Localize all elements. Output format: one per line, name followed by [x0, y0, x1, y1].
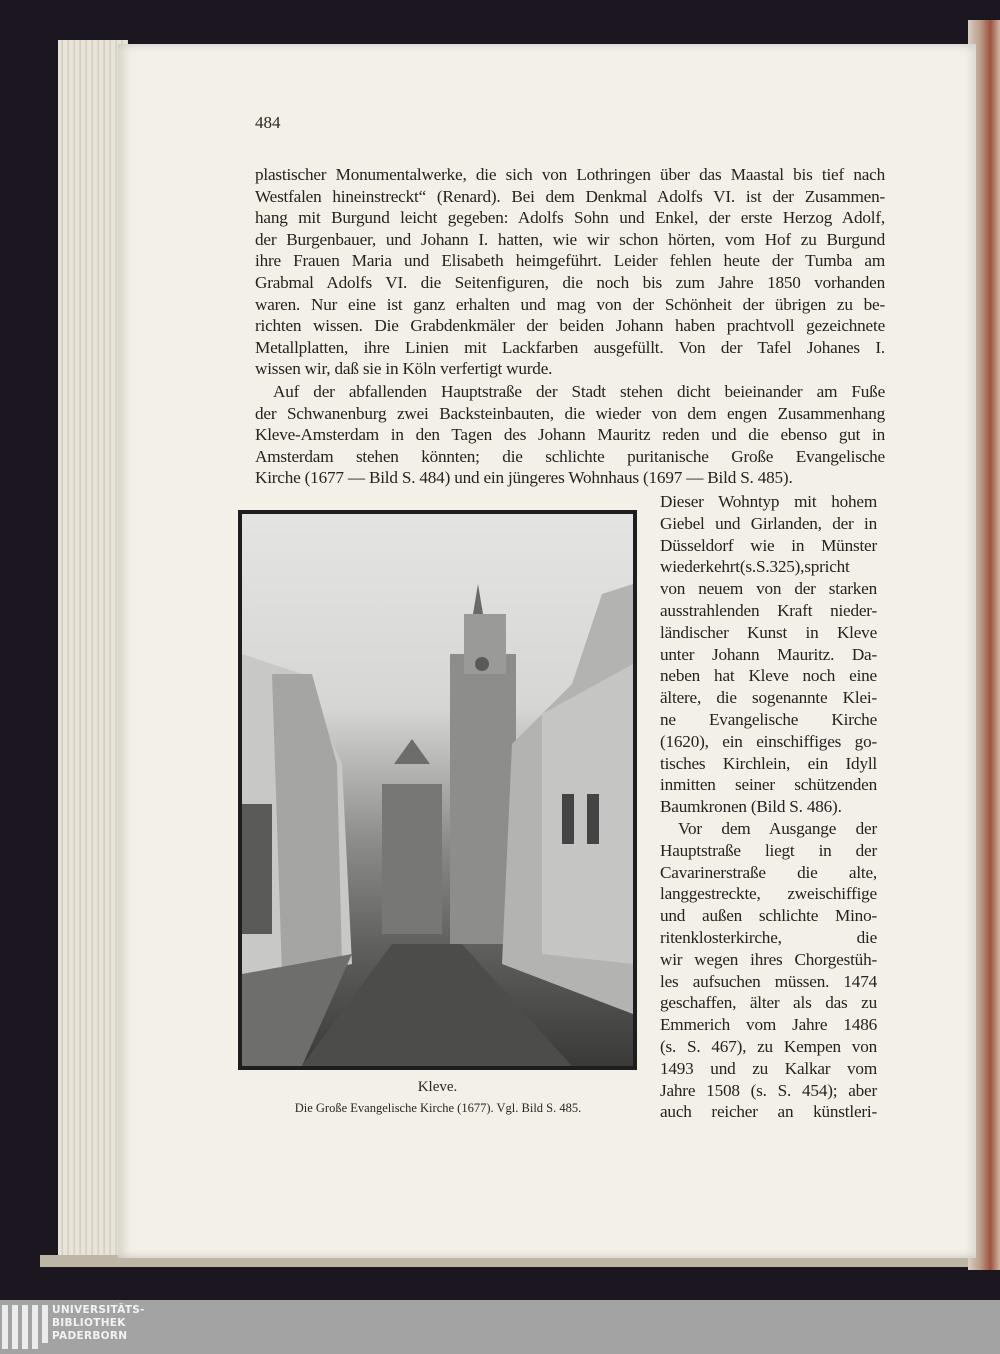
- text-line: unter Johann Mauritz. Da-: [660, 644, 877, 664]
- text-line: Cavarinerstraße die alte,: [660, 862, 877, 882]
- text-line: wissen wir, daß sie in Köln verfertigt wurde.: [255, 359, 553, 379]
- text-line: Vor dem Ausgange der: [678, 819, 877, 838]
- text-line: tisches Kirchlein, ein Idyll: [660, 753, 877, 773]
- text-line: der Burgenbauer, und Johann I. hatten, wie wir schon hörten, vom Hof zu Burgund: [255, 229, 885, 249]
- logo-line: PADERBORN: [52, 1330, 128, 1342]
- text-line: ländischer Kunst in Kleve: [660, 622, 877, 642]
- text-line: Grabmal Adolfs VI. die Seitenfiguren, die noch bis zum Jahre 1850 vorhanden: [255, 273, 885, 292]
- text-line: Hauptstraße liegt in der: [660, 840, 877, 860]
- text-line: ritenklosterkirche, die: [660, 928, 877, 947]
- text-line: hang mit Burgund leicht gegeben: Adolfs Sohn und Enkel, der erste Herzog Adolf,: [255, 208, 885, 228]
- figure-caption-text: Die Große Evangelische Kirche (1677). Vgl. Bild S. 485.: [294, 1101, 582, 1115]
- figure-photo-kleve-street: [238, 510, 637, 1070]
- library-footer: [0, 1300, 1000, 1354]
- text-line: richten wissen. Die Grabdenkmäler der beiden Johann haben prachtvoll gezeichnete: [255, 316, 885, 336]
- text-line: geschaffen, älter als das zu: [660, 993, 877, 1013]
- text-line: langgestreckte, zweischiffige: [660, 884, 877, 904]
- text-line: Amsterdam stehen könnten; die schlichte puritanische Große Evangelische: [255, 446, 885, 466]
- page-number: 484: [255, 113, 281, 132]
- figure-caption-title: Kleve.: [417, 1079, 458, 1095]
- text-line: waren. Nur eine ist ganz erhalten und mag von der Schönheit der übrigen zu be-: [255, 294, 885, 314]
- logo-line: BIBLIOTHEK: [52, 1317, 126, 1329]
- text-line: Westfalen hineinstreckt“ (Renard). Bei dem Denkmal Adolfs VI. ist der Zusammen-: [255, 186, 885, 206]
- text-line: Kirche (1677 — Bild S. 484) und ein jüngeres Wohnhaus (1697 — Bild S. 485).: [255, 468, 793, 488]
- text-line: wiederkehrt(s.S.325),spricht: [660, 557, 850, 577]
- text-line: Kleve-Amsterdam in den Tagen des Johann Mauritz reden und die ebenso gut in: [255, 425, 885, 445]
- text-line: inmitten seiner schützenden: [660, 775, 877, 795]
- library-logo-text: [52, 1304, 145, 1343]
- text-line: ihre Frauen Maria und Elisabeth heimgeführt. Leider fehlen heute der Tumba am: [255, 251, 885, 271]
- text-line: Giebel und Girlanden, der in: [660, 513, 877, 533]
- street-scene-illustration: [242, 514, 633, 1066]
- text-line: (1620), ein einschiffiges go-: [660, 731, 877, 751]
- text-line: Baumkronen (Bild S. 486).: [660, 797, 842, 817]
- text-line: plastischer Monumentalwerke, die sich von Lothringen über das Maastal bis tief nach: [255, 165, 885, 184]
- text-line: (s. S. 467), zu Kempen von: [660, 1037, 877, 1056]
- text-line: Dieser Wohntyp mit hohem: [660, 492, 877, 511]
- text-line: Auf der abfallenden Hauptstraße der Stadt stehen dicht beieinander am Fuße: [273, 382, 885, 401]
- text-line: Düsseldorf wie in Münster: [660, 535, 877, 555]
- text-line: und außen schlichte Mino-: [660, 906, 877, 926]
- text-line: ausstrahlenden Kraft nieder-: [660, 601, 877, 620]
- text-line: Jahre 1508 (s. S. 454); aber: [660, 1080, 877, 1100]
- text-line: auch reicher an künstleri-: [660, 1102, 877, 1122]
- text-line: les aufsuchen müssen. 1474: [660, 971, 877, 991]
- logo-line: UNIVERSITÄTS-: [52, 1304, 145, 1316]
- text-line: Emmerich vom Jahre 1486: [660, 1015, 877, 1035]
- text-line: von neuem von der starken: [660, 579, 877, 599]
- text-line: wir wegen ihres Chorgestüh-: [660, 949, 877, 969]
- text-line: neben hat Kleve noch eine: [660, 666, 877, 686]
- text-line: der Schwanenburg zwei Backsteinbauten, die wieder von dem engen Zusammenhang: [255, 403, 885, 423]
- text-line: 1493 und zu Kalkar vom: [660, 1058, 877, 1078]
- text-line: Metallplatten, ihre Linien mit Lackfarben ausgefüllt. Von der Tafel Johanes I.: [255, 337, 885, 357]
- text-line: ältere, die sogenannte Klei-: [660, 688, 877, 708]
- text-line: ne Evangelische Kirche: [660, 710, 877, 729]
